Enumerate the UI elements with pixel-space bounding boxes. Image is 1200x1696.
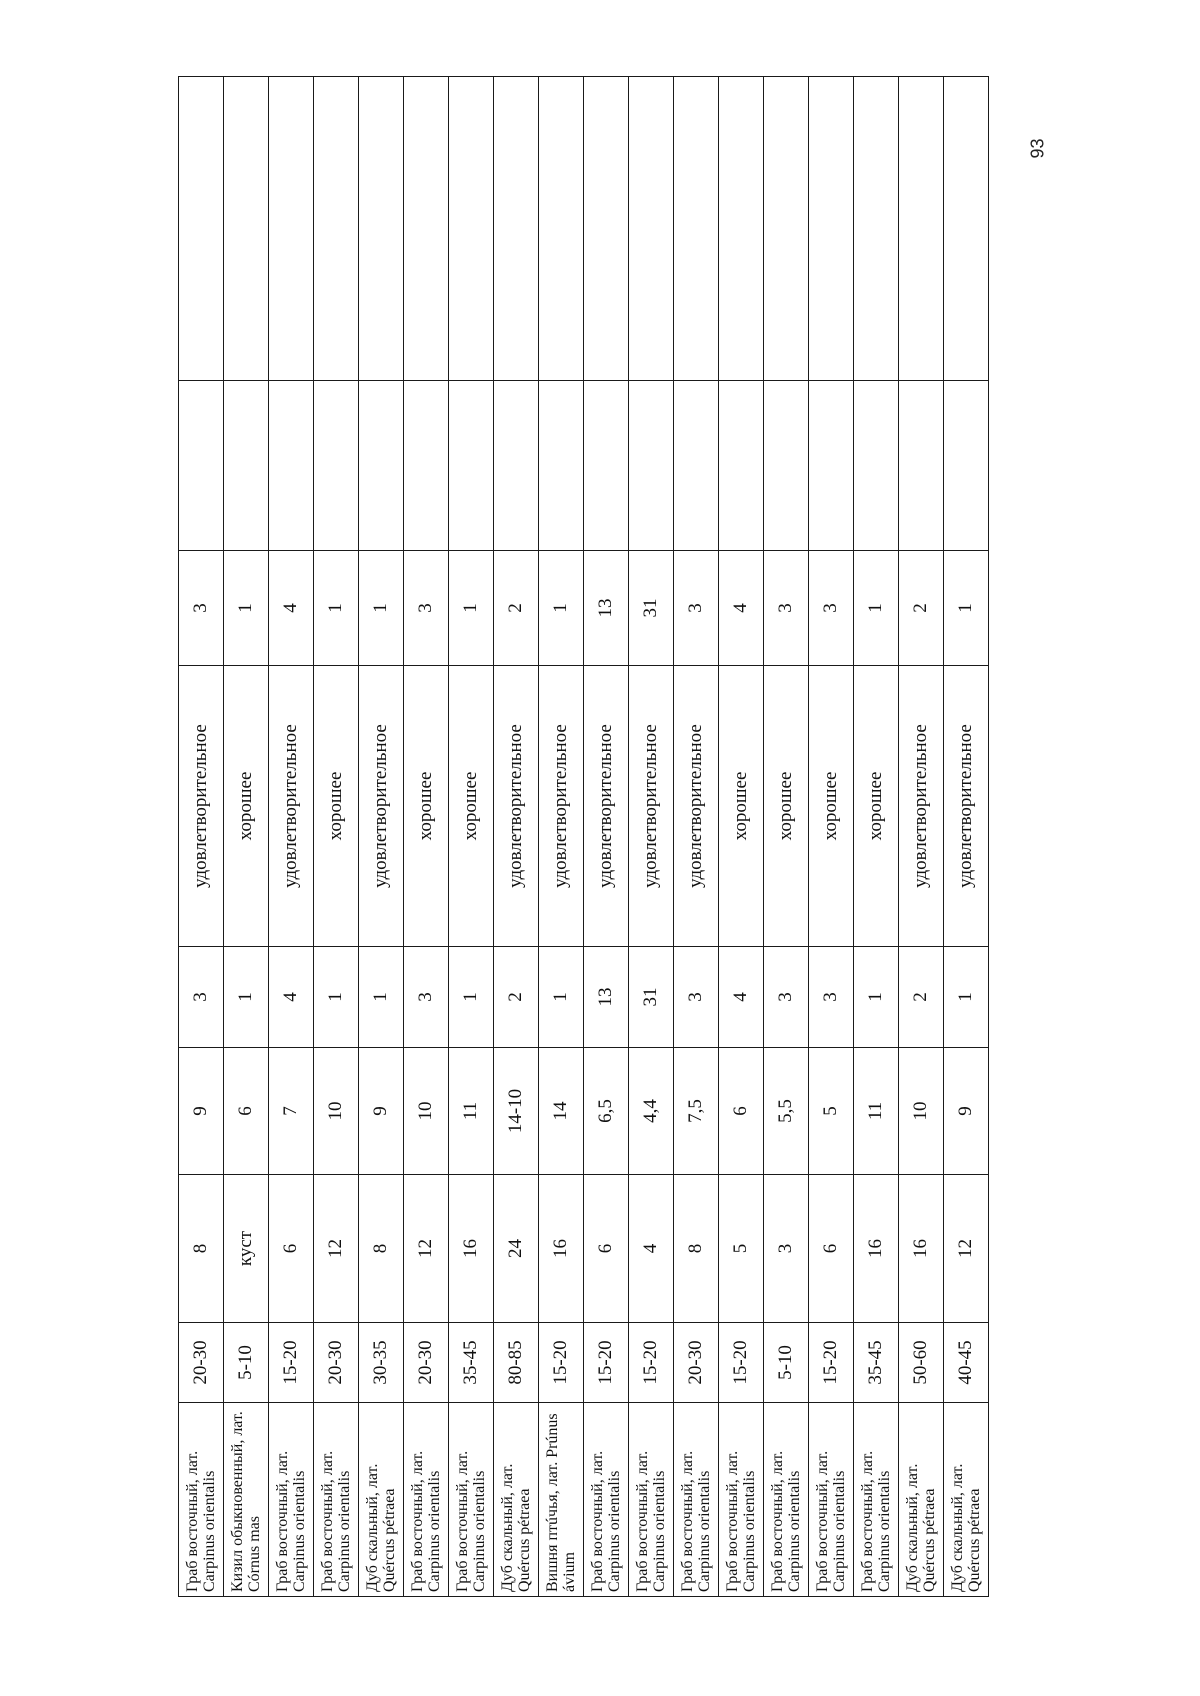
empty-cell	[404, 77, 449, 381]
age-cell: 15-20	[629, 1323, 674, 1403]
tree-inventory-table	[178, 76, 989, 1597]
empty-cell	[494, 381, 539, 551]
condition-cell: хорошее	[854, 666, 899, 947]
count-cell: 2	[899, 947, 944, 1048]
age-cell: 20-30	[674, 1323, 719, 1403]
condition-cell: удовлетворительное	[584, 666, 629, 947]
species-cell: Дуб скальный, лат. Quércus pétraea	[494, 1403, 539, 1597]
height-cell: 6,5	[584, 1048, 629, 1175]
species-cell: Граб восточный, лат. Carpinus orientalis	[449, 1403, 494, 1597]
quantity-cell: 4	[719, 551, 764, 666]
count-cell: 3	[674, 947, 719, 1048]
diameter-cell: 4	[629, 1175, 674, 1323]
rotated-table-container	[178, 77, 1018, 1597]
diameter-cell: 6	[584, 1175, 629, 1323]
empty-cell	[809, 381, 854, 551]
count-cell: 1	[944, 947, 989, 1048]
table-row	[899, 77, 944, 1597]
table-row	[404, 77, 449, 1597]
empty-cell	[719, 77, 764, 381]
species-cell: Граб восточный, лат. Carpinus orientalis	[854, 1403, 899, 1597]
empty-cell	[584, 77, 629, 381]
condition-cell: хорошее	[764, 666, 809, 947]
quantity-cell: 3	[764, 551, 809, 666]
empty-cell	[314, 381, 359, 551]
table-row	[539, 77, 584, 1597]
height-cell: 7,5	[674, 1048, 719, 1175]
height-cell: 14	[539, 1048, 584, 1175]
quantity-cell: 1	[449, 551, 494, 666]
height-cell: 5,5	[764, 1048, 809, 1175]
species-cell: Кизил обыкновенный, лат. Córnus mas	[224, 1403, 269, 1597]
diameter-cell: 16	[899, 1175, 944, 1323]
species-cell: Граб восточный, лат. Carpinus orientalis	[809, 1403, 854, 1597]
page-number: 93	[1027, 138, 1048, 159]
diameter-cell: 24	[494, 1175, 539, 1323]
quantity-cell: 1	[944, 551, 989, 666]
diameter-cell: 8	[359, 1175, 404, 1323]
count-cell: 1	[224, 947, 269, 1048]
species-cell: Граб восточный, лат. Carpinus orientalis	[314, 1403, 359, 1597]
quantity-cell: 2	[899, 551, 944, 666]
height-cell: 10	[404, 1048, 449, 1175]
diameter-cell: 12	[404, 1175, 449, 1323]
condition-cell: хорошее	[224, 666, 269, 947]
condition-cell: удовлетворительное	[359, 666, 404, 947]
empty-cell	[359, 77, 404, 381]
species-cell: Граб восточный, лат. Carpinus orientalis	[584, 1403, 629, 1597]
count-cell: 1	[539, 947, 584, 1048]
quantity-cell: 2	[494, 551, 539, 666]
height-cell: 9	[944, 1048, 989, 1175]
height-cell: 11	[449, 1048, 494, 1175]
diameter-cell: 8	[179, 1175, 224, 1323]
condition-cell: хорошее	[449, 666, 494, 947]
age-cell: 50-60	[899, 1323, 944, 1403]
quantity-cell: 1	[359, 551, 404, 666]
height-cell: 11	[854, 1048, 899, 1175]
species-cell: Дуб скальный, лат. Quércus pétraea	[899, 1403, 944, 1597]
empty-cell	[224, 77, 269, 381]
age-cell: 30-35	[359, 1323, 404, 1403]
height-cell: 9	[359, 1048, 404, 1175]
count-cell: 31	[629, 947, 674, 1048]
empty-cell	[719, 381, 764, 551]
empty-cell	[944, 381, 989, 551]
quantity-cell: 31	[629, 551, 674, 666]
age-cell: 15-20	[719, 1323, 764, 1403]
empty-cell	[764, 77, 809, 381]
quantity-cell: 3	[674, 551, 719, 666]
count-cell: 1	[449, 947, 494, 1048]
species-cell: Дуб скальный, лат. Quércus pétraea	[359, 1403, 404, 1597]
count-cell: 4	[719, 947, 764, 1048]
height-cell: 5	[809, 1048, 854, 1175]
table-row	[224, 77, 269, 1597]
table-row	[854, 77, 899, 1597]
species-cell: Граб восточный, лат. Carpinus orientalis	[269, 1403, 314, 1597]
empty-cell	[269, 77, 314, 381]
height-cell: 10	[314, 1048, 359, 1175]
age-cell: 20-30	[314, 1323, 359, 1403]
table-row	[629, 77, 674, 1597]
condition-cell: хорошее	[404, 666, 449, 947]
condition-cell: удовлетворительное	[629, 666, 674, 947]
species-cell: Граб восточный, лат. Carpinus orientalis	[404, 1403, 449, 1597]
diameter-cell: 3	[764, 1175, 809, 1323]
count-cell: 3	[809, 947, 854, 1048]
count-cell: 1	[314, 947, 359, 1048]
empty-cell	[449, 381, 494, 551]
diameter-cell: 12	[944, 1175, 989, 1323]
condition-cell: удовлетворительное	[674, 666, 719, 947]
quantity-cell: 4	[269, 551, 314, 666]
height-cell: 14-10	[494, 1048, 539, 1175]
empty-cell	[539, 77, 584, 381]
empty-cell	[314, 77, 359, 381]
empty-cell	[944, 77, 989, 381]
empty-cell	[629, 381, 674, 551]
condition-cell: удовлетворительное	[899, 666, 944, 947]
table-row	[359, 77, 404, 1597]
height-cell: 9	[179, 1048, 224, 1175]
diameter-cell: 6	[809, 1175, 854, 1323]
condition-cell: хорошее	[314, 666, 359, 947]
count-cell: 2	[494, 947, 539, 1048]
quantity-cell: 1	[854, 551, 899, 666]
quantity-cell: 1	[539, 551, 584, 666]
quantity-cell: 1	[224, 551, 269, 666]
count-cell: 3	[404, 947, 449, 1048]
height-cell: 10	[899, 1048, 944, 1175]
species-cell: Граб восточный, лат. Carpinus orientalis	[674, 1403, 719, 1597]
empty-cell	[854, 381, 899, 551]
table-row	[494, 77, 539, 1597]
quantity-cell: 3	[404, 551, 449, 666]
table-row	[809, 77, 854, 1597]
species-cell: Дуб скальный, лат. Quércus pétraea	[944, 1403, 989, 1597]
empty-cell	[404, 381, 449, 551]
diameter-cell: куст	[224, 1175, 269, 1323]
age-cell: 15-20	[809, 1323, 854, 1403]
empty-cell	[809, 77, 854, 381]
empty-cell	[269, 381, 314, 551]
table-row	[719, 77, 764, 1597]
empty-cell	[674, 77, 719, 381]
age-cell: 80-85	[494, 1323, 539, 1403]
condition-cell: хорошее	[809, 666, 854, 947]
table-row	[944, 77, 989, 1597]
empty-cell	[899, 77, 944, 381]
empty-cell	[899, 381, 944, 551]
age-cell: 15-20	[539, 1323, 584, 1403]
height-cell: 6	[224, 1048, 269, 1175]
condition-cell: удовлетворительное	[494, 666, 539, 947]
empty-cell	[224, 381, 269, 551]
species-cell: Граб восточный, лат. Carpinus orientalis	[764, 1403, 809, 1597]
quantity-cell: 1	[314, 551, 359, 666]
height-cell: 4,4	[629, 1048, 674, 1175]
age-cell: 20-30	[404, 1323, 449, 1403]
empty-cell	[629, 77, 674, 381]
table-row	[764, 77, 809, 1597]
age-cell: 15-20	[269, 1323, 314, 1403]
empty-cell	[674, 381, 719, 551]
empty-cell	[179, 381, 224, 551]
diameter-cell: 16	[449, 1175, 494, 1323]
table-row	[179, 77, 224, 1597]
diameter-cell: 5	[719, 1175, 764, 1323]
condition-cell: удовлетворительное	[179, 666, 224, 947]
count-cell: 1	[359, 947, 404, 1048]
quantity-cell: 3	[809, 551, 854, 666]
diameter-cell: 12	[314, 1175, 359, 1323]
species-cell: Граб восточный, лат. Carpinus orientalis	[629, 1403, 674, 1597]
empty-cell	[494, 77, 539, 381]
diameter-cell: 6	[269, 1175, 314, 1323]
quantity-cell: 3	[179, 551, 224, 666]
table-body	[179, 77, 989, 1597]
species-cell: Граб восточный, лат. Carpinus orientalis	[179, 1403, 224, 1597]
diameter-cell: 16	[854, 1175, 899, 1323]
count-cell: 1	[854, 947, 899, 1048]
empty-cell	[539, 381, 584, 551]
empty-cell	[449, 77, 494, 381]
count-cell: 3	[764, 947, 809, 1048]
height-cell: 7	[269, 1048, 314, 1175]
age-cell: 20-30	[179, 1323, 224, 1403]
table-row	[314, 77, 359, 1597]
age-cell: 35-45	[854, 1323, 899, 1403]
species-cell: Вишня птúчья, лат. Prúnus ávium	[539, 1403, 584, 1597]
condition-cell: удовлетворительное	[944, 666, 989, 947]
species-cell: Граб восточный, лат. Carpinus orientalis	[719, 1403, 764, 1597]
condition-cell: удовлетворительное	[269, 666, 314, 947]
diameter-cell: 16	[539, 1175, 584, 1323]
table-row	[449, 77, 494, 1597]
count-cell: 4	[269, 947, 314, 1048]
condition-cell: хорошее	[719, 666, 764, 947]
age-cell: 5-10	[224, 1323, 269, 1403]
table-row	[269, 77, 314, 1597]
age-cell: 5-10	[764, 1323, 809, 1403]
height-cell: 6	[719, 1048, 764, 1175]
age-cell: 35-45	[449, 1323, 494, 1403]
quantity-cell: 13	[584, 551, 629, 666]
count-cell: 13	[584, 947, 629, 1048]
empty-cell	[854, 77, 899, 381]
count-cell: 3	[179, 947, 224, 1048]
empty-cell	[584, 381, 629, 551]
age-cell: 40-45	[944, 1323, 989, 1403]
empty-cell	[359, 381, 404, 551]
table-row	[674, 77, 719, 1597]
age-cell: 15-20	[584, 1323, 629, 1403]
empty-cell	[764, 381, 809, 551]
table-row	[584, 77, 629, 1597]
empty-cell	[179, 77, 224, 381]
condition-cell: удовлетворительное	[539, 666, 584, 947]
diameter-cell: 8	[674, 1175, 719, 1323]
